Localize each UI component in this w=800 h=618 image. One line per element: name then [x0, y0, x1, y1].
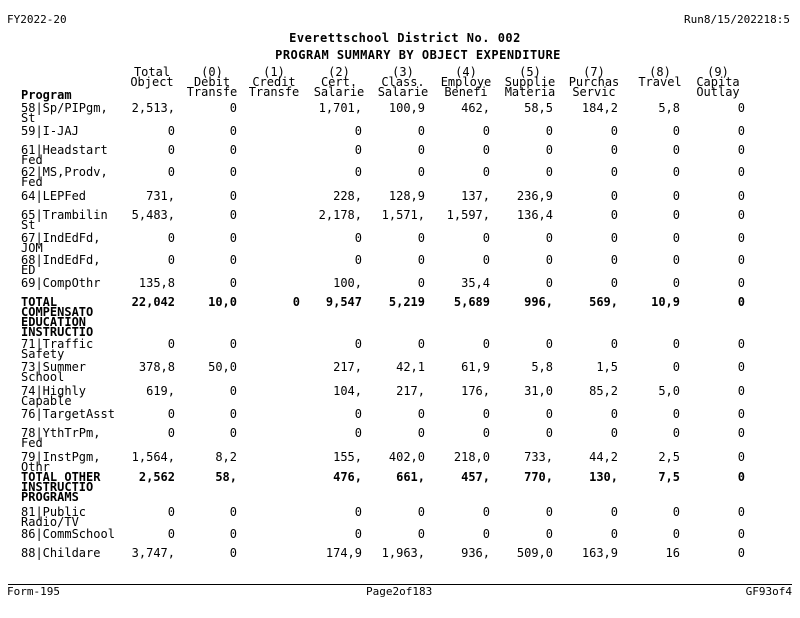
cell-col-5: 137,	[461, 189, 490, 203]
cell-col-1: 0	[229, 231, 237, 245]
cell-col-5: 0	[482, 143, 490, 157]
cell-col-5: 0	[482, 165, 490, 179]
cell-col-1: 10,0	[208, 295, 237, 309]
program-name: 78|YthTrPm, Fed	[21, 426, 101, 450]
cell-col-0: 0	[167, 253, 175, 267]
cell-col-0: 0	[167, 505, 175, 519]
cell-col-0: 0	[167, 527, 175, 541]
cell-col-4: 0	[417, 407, 425, 421]
cell-col-9: 0	[737, 360, 745, 374]
cell-col-3: 9,547	[325, 295, 362, 309]
cell-col-6: 0	[545, 143, 553, 157]
cell-col-6: 0	[545, 253, 553, 267]
cell-col-1: 0	[229, 189, 237, 203]
cell-col-3: 100,	[333, 276, 362, 290]
cell-col-1: 58,	[215, 470, 237, 484]
cell-col-9: 0	[737, 101, 745, 115]
cell-col-6: 0	[545, 276, 553, 290]
cell-col-8: 7,5	[658, 470, 680, 484]
cell-col-4: 5,219	[388, 295, 425, 309]
program-name: 62|MS,Prodv, Fed	[21, 165, 108, 189]
cell-col-4: 661,	[396, 470, 425, 484]
cell-col-5: 61,9	[461, 360, 490, 374]
cell-col-6: 0	[545, 407, 553, 421]
program-name: 68|IndEdFd, ED	[21, 253, 101, 277]
cell-col-0: 378,8	[138, 360, 175, 374]
cell-col-8: 0	[672, 189, 680, 203]
program-name: 79|InstPgm, Othr	[21, 450, 101, 474]
column-header-3: (2) Cert. Salarie	[313, 65, 365, 99]
cell-col-8: 0	[672, 231, 680, 245]
cell-col-7: 0	[610, 527, 618, 541]
cell-col-1: 0	[229, 165, 237, 179]
program-name: 73|Summer School	[21, 360, 87, 384]
cell-col-9: 0	[737, 407, 745, 421]
cell-col-9: 0	[737, 143, 745, 157]
program-name: 67|IndEdFd, JOM	[21, 231, 101, 255]
cell-col-7: 1,5	[596, 360, 618, 374]
cell-col-4: 128,9	[388, 189, 425, 203]
cell-col-1: 0	[229, 407, 237, 421]
cell-col-0: 0	[167, 426, 175, 440]
cell-col-1: 0	[229, 208, 237, 222]
cell-col-6: 0	[545, 165, 553, 179]
cell-col-0: 0	[167, 143, 175, 157]
cell-col-1: 0	[229, 253, 237, 267]
cell-col-5: 0	[482, 337, 490, 351]
cell-col-4: 0	[417, 505, 425, 519]
cell-col-5: 218,0	[453, 450, 490, 464]
cell-col-6: 0	[545, 505, 553, 519]
cell-col-9: 0	[737, 470, 745, 484]
cell-col-2: 0	[292, 295, 300, 309]
cell-col-5: 35,4	[461, 276, 490, 290]
cell-col-5: 0	[482, 407, 490, 421]
cell-col-8: 0	[672, 143, 680, 157]
column-header-7: (7) Purchas Servic	[568, 65, 620, 99]
cell-col-1: 50,0	[208, 360, 237, 374]
cell-col-6: 0	[545, 337, 553, 351]
cell-col-8: 0	[672, 276, 680, 290]
cell-col-1: 0	[229, 143, 237, 157]
cell-col-0: 5,483,	[131, 208, 175, 222]
program-name: 65|Trambilin St	[21, 208, 108, 232]
cell-col-0: 0	[167, 407, 175, 421]
cell-col-8: 10,9	[651, 295, 680, 309]
report-title: PROGRAM SUMMARY BY OBJECT EXPENDITURE	[275, 48, 561, 62]
cell-col-1: 0	[229, 384, 237, 398]
cell-col-7: 0	[610, 407, 618, 421]
cell-col-8: 0	[672, 208, 680, 222]
district-title: Everettschool District No. 002	[289, 31, 521, 45]
cell-col-9: 0	[737, 165, 745, 179]
cell-col-9: 0	[737, 124, 745, 138]
cell-col-5: 176,	[461, 384, 490, 398]
cell-col-7: 184,2	[581, 101, 618, 115]
cell-col-6: 5,8	[531, 360, 553, 374]
cell-col-0: 731,	[146, 189, 175, 203]
program-column-header: Program	[21, 88, 72, 102]
program-name: 76|TargetAsst	[21, 407, 115, 421]
cell-col-4: 0	[417, 337, 425, 351]
cell-col-3: 0	[354, 231, 362, 245]
cell-col-3: 0	[354, 337, 362, 351]
cell-col-9: 0	[737, 231, 745, 245]
cell-col-3: 155,	[333, 450, 362, 464]
cell-col-4: 0	[417, 276, 425, 290]
cell-col-1: 0	[229, 101, 237, 115]
program-name: 64|LEPFed	[21, 189, 87, 203]
cell-col-3: 0	[354, 527, 362, 541]
cell-col-6: 509,0	[516, 546, 553, 560]
cell-col-0: 619,	[146, 384, 175, 398]
program-name: 69|CompOthr	[21, 276, 101, 290]
cell-col-9: 0	[737, 276, 745, 290]
program-name: 59|I-JAJ	[21, 124, 79, 138]
cell-col-1: 0	[229, 426, 237, 440]
cell-col-3: 104,	[333, 384, 362, 398]
cell-col-0: 0	[167, 165, 175, 179]
cell-col-3: 0	[354, 124, 362, 138]
cell-col-7: 569,	[589, 295, 618, 309]
cell-col-0: 135,8	[138, 276, 175, 290]
cell-col-3: 476,	[333, 470, 362, 484]
cell-col-1: 8,2	[215, 450, 237, 464]
cell-col-6: 0	[545, 527, 553, 541]
cell-col-5: 0	[482, 124, 490, 138]
cell-col-8: 0	[672, 165, 680, 179]
cell-col-4: 217,	[396, 384, 425, 398]
cell-col-5: 0	[482, 527, 490, 541]
cell-col-9: 0	[737, 208, 745, 222]
cell-col-9: 0	[737, 426, 745, 440]
cell-col-7: 0	[610, 124, 618, 138]
cell-col-9: 0	[737, 253, 745, 267]
cell-col-1: 0	[229, 276, 237, 290]
program-name: 61|Headstart Fed	[21, 143, 108, 167]
cell-col-1: 0	[229, 337, 237, 351]
cell-col-0: 3,747,	[131, 546, 175, 560]
cell-col-8: 0	[672, 505, 680, 519]
cell-col-5: 0	[482, 253, 490, 267]
cell-col-3: 174,9	[325, 546, 362, 560]
cell-col-4: 1,571,	[381, 208, 425, 222]
column-header-9: (9) Capita Outlay	[696, 65, 740, 99]
cell-col-8: 0	[672, 360, 680, 374]
program-name: TOTAL OTHER INSTRUCTIO PROGRAMS	[21, 470, 101, 504]
cell-col-6: 0	[545, 426, 553, 440]
cell-col-8: 0	[672, 253, 680, 267]
cell-col-3: 0	[354, 505, 362, 519]
cell-col-3: 1,701,	[318, 101, 362, 115]
cell-col-6: 58,5	[524, 101, 553, 115]
cell-col-3: 0	[354, 165, 362, 179]
cell-col-5: 0	[482, 426, 490, 440]
program-name: 74|Highly Capable	[21, 384, 87, 408]
program-name: TOTAL COMPENSATO EDUCATION INSTRUCTIO	[21, 295, 94, 339]
cell-col-3: 2,178,	[318, 208, 362, 222]
cell-col-9: 0	[737, 384, 745, 398]
cell-col-9: 0	[737, 505, 745, 519]
cell-col-8: 0	[672, 124, 680, 138]
cell-col-6: 31,0	[524, 384, 553, 398]
cell-col-3: 217,	[333, 360, 362, 374]
cell-col-6: 770,	[524, 470, 553, 484]
cell-col-4: 0	[417, 231, 425, 245]
cell-col-3: 228,	[333, 189, 362, 203]
program-name: 86|CommSchool	[21, 527, 115, 541]
column-header-5: (4) Employe Benefi	[440, 65, 492, 99]
cell-col-5: 0	[482, 505, 490, 519]
cell-col-9: 0	[737, 527, 745, 541]
cell-col-6: 0	[545, 124, 553, 138]
cell-col-4: 0	[417, 426, 425, 440]
cell-col-8: 0	[672, 527, 680, 541]
cell-col-6: 733,	[524, 450, 553, 464]
cell-col-7: 44,2	[589, 450, 618, 464]
program-name: 71|Traffic Safety	[21, 337, 94, 361]
cell-col-7: 0	[610, 143, 618, 157]
cell-col-0: 0	[167, 124, 175, 138]
cell-col-8: 2,5	[658, 450, 680, 464]
cell-col-1: 0	[229, 527, 237, 541]
cell-col-5: 1,597,	[446, 208, 490, 222]
cell-col-4: 0	[417, 253, 425, 267]
cell-col-8: 5,0	[658, 384, 680, 398]
cell-col-5: 462,	[461, 101, 490, 115]
cell-col-9: 0	[737, 546, 745, 560]
cell-col-0: 2,513,	[131, 101, 175, 115]
cell-col-9: 0	[737, 337, 745, 351]
form-number: Form-195	[7, 585, 60, 598]
column-header-6: (5) Supplie Materia	[504, 65, 556, 99]
run-date-label: Run8/15/202218:5	[684, 13, 790, 26]
cell-col-7: 130,	[589, 470, 618, 484]
cell-col-8: 0	[672, 407, 680, 421]
report-code: GF93of4	[745, 585, 792, 598]
cell-col-7: 0	[610, 165, 618, 179]
cell-col-9: 0	[737, 189, 745, 203]
column-header-1: (0) Debit Transfe	[186, 65, 238, 99]
cell-col-6: 136,4	[516, 208, 553, 222]
page-number: Page2of183	[366, 585, 433, 598]
cell-col-7: 163,9	[581, 546, 618, 560]
cell-col-0: 2,562	[138, 470, 175, 484]
cell-col-1: 0	[229, 546, 237, 560]
cell-col-1: 0	[229, 124, 237, 138]
cell-col-5: 457,	[461, 470, 490, 484]
cell-col-6: 996,	[524, 295, 553, 309]
cell-col-0: 0	[167, 231, 175, 245]
cell-col-4: 0	[417, 527, 425, 541]
cell-col-7: 0	[610, 337, 618, 351]
column-header-8: (8) Travel	[638, 65, 682, 89]
column-header-2: (1) Credit Transfe	[248, 65, 300, 99]
cell-col-8: 5,8	[658, 101, 680, 115]
cell-col-4: 0	[417, 143, 425, 157]
cell-col-4: 1,963,	[381, 546, 425, 560]
program-name: 88|Childare	[21, 546, 101, 560]
program-name: 58|Sp/PIPgm, St	[21, 101, 108, 125]
column-header-4: (3) Class. Salarie	[377, 65, 429, 99]
cell-col-3: 0	[354, 407, 362, 421]
cell-col-7: 0	[610, 253, 618, 267]
cell-col-7: 0	[610, 276, 618, 290]
cell-col-7: 0	[610, 426, 618, 440]
cell-col-6: 0	[545, 231, 553, 245]
cell-col-4: 100,9	[388, 101, 425, 115]
cell-col-7: 85,2	[589, 384, 618, 398]
cell-col-0: 1,564,	[131, 450, 175, 464]
cell-col-4: 42,1	[396, 360, 425, 374]
cell-col-9: 0	[737, 450, 745, 464]
cell-col-7: 0	[610, 505, 618, 519]
cell-col-9: 0	[737, 295, 745, 309]
cell-col-0: 22,042	[131, 295, 175, 309]
cell-col-3: 0	[354, 426, 362, 440]
cell-col-5: 936,	[461, 546, 490, 560]
cell-col-8: 0	[672, 337, 680, 351]
cell-col-5: 0	[482, 231, 490, 245]
cell-col-4: 0	[417, 124, 425, 138]
cell-col-7: 0	[610, 231, 618, 245]
cell-col-0: 0	[167, 337, 175, 351]
cell-col-4: 402,0	[388, 450, 425, 464]
program-name: 81|Public Radio/TV	[21, 505, 87, 529]
cell-col-3: 0	[354, 253, 362, 267]
cell-col-6: 236,9	[516, 189, 553, 203]
cell-col-3: 0	[354, 143, 362, 157]
cell-col-5: 5,689	[453, 295, 490, 309]
cell-col-7: 0	[610, 208, 618, 222]
fiscal-year-label: FY2022-20	[7, 13, 67, 26]
cell-col-1: 0	[229, 505, 237, 519]
cell-col-7: 0	[610, 189, 618, 203]
cell-col-8: 0	[672, 426, 680, 440]
cell-col-8: 16	[665, 546, 680, 560]
column-header-0: Total Object	[130, 65, 174, 89]
cell-col-4: 0	[417, 165, 425, 179]
